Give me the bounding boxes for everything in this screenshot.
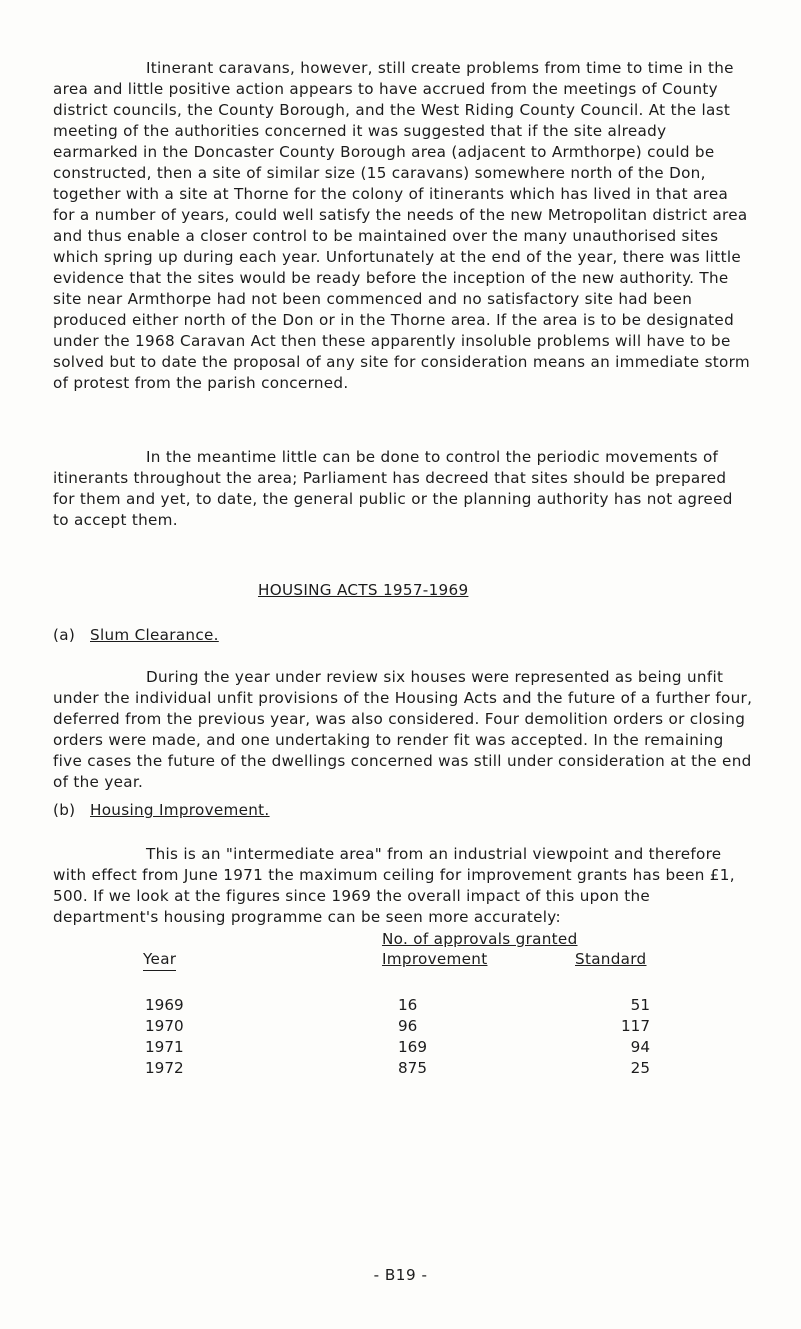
improvement-cell: 875 — [398, 1059, 427, 1077]
year-cell: 1971 — [145, 1038, 184, 1056]
approvals-group-header: No. of approvals granted — [382, 930, 578, 948]
standard-header: Standard — [575, 950, 647, 968]
standard-cell: 94 — [630, 1038, 650, 1056]
improvement-cell: 169 — [398, 1038, 427, 1056]
standard-cell: 51 — [630, 996, 650, 1014]
improvement-header: Improvement — [382, 950, 488, 968]
standard-cell: 25 — [630, 1059, 650, 1077]
year-cell: 1970 — [145, 1017, 184, 1035]
year-cell: 1969 — [145, 996, 184, 1014]
subsection-slum-clearance — [53, 625, 219, 646]
paragraph-periodic-movements: In the meantime little can be done to control the periodic movements of itinerants throughout the area; Parliament has decreed that sites should be prepared for them and yet, to date, the general public or the planning authority has not agreed to accept them. — [53, 448, 733, 529]
year-cell: 1972 — [145, 1059, 184, 1077]
subsection-label: (b) — [53, 801, 76, 819]
year-header: Year — [143, 949, 176, 971]
subsection-label: (a) — [53, 626, 76, 644]
section-heading: HOUSING ACTS 1957-1969 — [258, 581, 469, 599]
paragraph-housing-improvement: This is an "intermediate area" from an industrial viewpoint and therefore with effect from June 1971 the maximum ceiling for improvement grants has been £1, 500. If we look at the figures since 1969 the overall impact of this upon the department's housing programme can be seen more accurately: — [53, 845, 735, 926]
improvement-cell: 96 — [398, 1017, 418, 1035]
improvement-cell: 16 — [398, 996, 418, 1014]
page-number: - B19 - — [373, 1266, 428, 1284]
subsection-title: Slum Clearance. — [90, 626, 219, 644]
paragraph-slum-clearance: During the year under review six houses were represented as being unfit under the individual unfit provisions of the Housing Acts and the future of a further four, deferred from the previous year, was also considered. Four demolition orders or closing orders were made, and one undertaking to render fit was accepted. In the remaining five cases the future of the dwellings concerned was still under consideration at the end of the year. — [53, 668, 753, 791]
paragraph-itinerant-caravans: Itinerant caravans, however, still create problems from time to time in the area and little positive action appears to have accrued from the meetings of County district councils, the County Borough, and the West Riding County Council. At the last meeting of the authorities concerned it was suggested that if the site already earmarked in the Doncaster County Borough area (adjacent to Armthorpe) could be constructed, then a site of similar size (15 caravans) somewhere north of the Don, together with a site at Thorne for the colony of itinerants which has lived in that area for a number of years, could well satisfy the needs of the new Metropolitan district area and thus enable a closer control to be maintained over the many unauthorised sites which spring up during each year. Unfortunately at the end of the year, there was little evidence that the sites would be ready before the inception of the new authority. The site near Armthorpe had not been commenced and no satisfactory site had been produced either north of the Don or in the Thorne area. If the area is to be designated under the 1968 Caravan Act then these apparently insoluble problems will have to be solved but to date the proposal of any site for consideration means an immediate storm of protest from the parish concerned. — [53, 59, 750, 392]
subsection-title: Housing Improvement. — [90, 801, 270, 819]
subsection-housing-improvement — [53, 800, 270, 821]
standard-cell: 117 — [621, 1017, 650, 1035]
